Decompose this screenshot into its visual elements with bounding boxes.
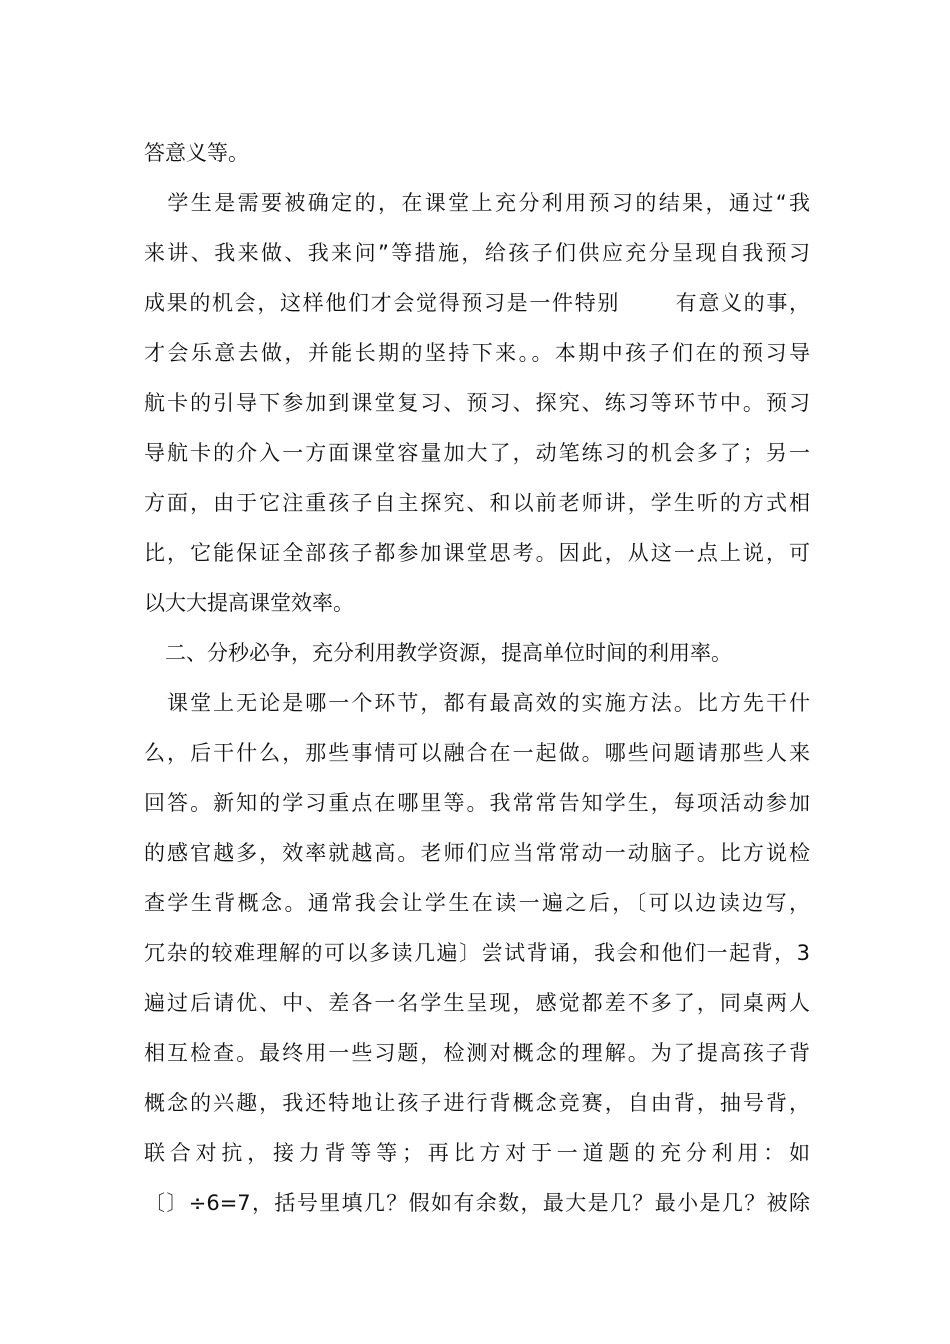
text-line: 的感官越多，效率就越高。老师们应当常常动一动脑子。比方说检 (144, 841, 810, 865)
text-line: 比，它能保证全部孩子都参加课堂思考。因此，从这一点上说，可 (144, 541, 810, 565)
text-line: 以大大提高课堂效率。 (144, 591, 354, 615)
text-line: 来讲、我来做、我来问”等措施，给孩子们供应充分呈现自我预习 (144, 241, 810, 265)
section-heading: 二、分秒必争，充分利用教学资源，提高单位时间的利用率。 (144, 641, 732, 665)
text-line: 〔〕÷6=7，括号里填几？假如有余数，最大是几？最小是几？被除 (144, 1191, 810, 1215)
text-line-split (144, 278, 810, 328)
text-line: 相互检查。最终用一些习题，检测对概念的理解。为了提高孩子背 (144, 1041, 810, 1065)
text-line: 才会乐意去做，并能长期的坚持下来。。本期中孩子们在的预习导 (144, 341, 810, 365)
text-line: 查学生背概念。通常我会让学生在读一遍之后，〔可以边读边写， (144, 891, 810, 915)
text-line: 课堂上无论是哪一个环节，都有最高效的实施方法。比方先干什 (144, 691, 810, 715)
text-line: 导航卡的介入一方面课堂容量加大了，动笔练习的机会多了；另一 (144, 441, 810, 465)
text-line: 航卡的引导下参加到课堂复习、预习、探究、练习等环节中。预习 (144, 391, 810, 415)
text-line: 概念的兴趣，我还特地让孩子进行背概念竞赛，自由背，抽号背， (144, 1091, 810, 1115)
text-fragment: 成果的机会，这样他们才会觉得预习是一件特别 (144, 291, 620, 315)
text-line: 冗杂的较难理解的可以多读几遍〕尝试背诵，我会和他们一起背，3 (144, 941, 810, 965)
body-text (144, 128, 810, 1228)
text-line: 么，后干什么，那些事情可以融合在一起做。哪些问题请那些人来 (144, 741, 810, 765)
text-line: 回答。新知的学习重点在哪里等。我常常告知学生，每项活动参加 (144, 791, 810, 815)
text-fragment: 有意义的事， (674, 291, 810, 315)
text-line: 联合对抗，接力背等等；再比方对于一道题的充分利用：如 (144, 1141, 810, 1165)
text-line: 遍过后请优、中、差各一名学生呈现，感觉都差不多了，同桌两人 (144, 991, 810, 1015)
text-line: 方面，由于它注重孩子自主探究、和以前老师讲，学生听的方式相 (144, 491, 810, 515)
text-line: 答意义等。 (144, 141, 249, 165)
text-line: 学生是需要被确定的，在课堂上充分利用预习的结果，通过“我 (144, 191, 810, 215)
